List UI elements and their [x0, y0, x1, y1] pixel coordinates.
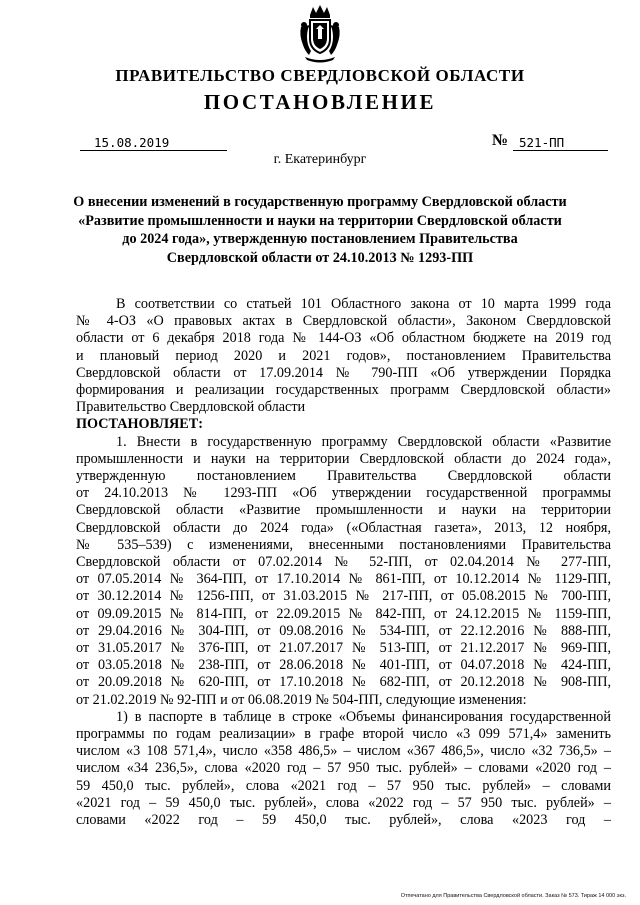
document-number: 521-ПП: [513, 136, 608, 151]
organization-name: ПРАВИТЕЛЬСТВО СВЕРДЛОВСКОЙ ОБЛАСТИ: [115, 66, 525, 85]
body-line: Свердловской области до 2024 года» («Областная газета», 2013, 12 ноября,: [76, 519, 611, 536]
title-line: до 2024 года», утвержденную постановлением Правительства: [122, 231, 518, 247]
body-line: формирования и реализации государственных программ Свердловской области»: [76, 382, 611, 399]
body-line: Правительство Свердловской области: [76, 399, 306, 416]
body-line: 1) в паспорте в таблице в строке «Объемы финансирования государственной: [116, 708, 611, 725]
body-line: словами «2022 год – 59 450,0 тыс. рублей», слова «2023 год –: [76, 812, 611, 829]
body-line: от 30.12.2014 № 1256-ПП, от 31.03.2015 № 217-ПП, от 05.08.2015 № 700-ПП,: [76, 588, 611, 605]
body-line: и плановый период 2020 и 2021 годов», постановлением Правительства: [76, 347, 611, 364]
document-title: [70, 193, 570, 267]
body-line: от 03.05.2018 № 238-ПП, от 28.06.2018 № 401-ПП, от 04.07.2018 № 424-ПП,: [76, 657, 611, 674]
body-line: программы по годам реализации» в графе второй число «3 099 571,4» заменить: [76, 726, 611, 743]
document-body: [76, 296, 611, 829]
title-line: О внесении изменений в государственную программу Свердловской области: [73, 194, 567, 210]
body-line: Свердловской области от 17.09.2014 № 790-ПП «Об утверждении Порядка: [76, 364, 611, 381]
coat-of-arms-icon: [297, 5, 343, 63]
body-line: Свердловской области «Развитие промышленности и науки на территории: [76, 502, 611, 519]
body-line: от 09.09.2015 № 814-ПП, от 22.09.2015 № 842-ПП, от 24.12.2015 № 1159-ПП,: [76, 605, 611, 622]
body-line: от 07.05.2014 № 364-ПП, от 17.10.2014 № 861-ПП, от 10.12.2014 № 1129-ПП,: [76, 571, 611, 588]
body-line: промышленности и науки на территории Свердловской области до 2024 года»,: [76, 450, 611, 467]
body-line: области от 6 декабря 2018 года № 144-ОЗ «Об областном бюджете на 2019 год: [76, 330, 611, 347]
body-line: «2021 год – 59 450,0 тыс. рублей», слова «2022 год – 57 950 тыс. рублей» –: [76, 794, 611, 811]
body-line: № 4-ОЗ «О правовых актах в Свердловской области», Законом Свердловской: [76, 313, 611, 330]
body-line: 1. Внести в государственную программу Свердловской области «Развитие: [116, 433, 611, 450]
city: г. Екатеринбург: [273, 152, 367, 167]
body-line: № 535–539) с изменениями, внесенными постановлениями Правительства: [76, 536, 611, 553]
title-line: «Развитие промышленности и науки на территории Свердловской области: [78, 212, 562, 229]
body-line: 59 450,0 тыс. рублей», слова «2021 год – 57 950 тыс. рублей» – словами: [76, 777, 611, 794]
document-type: ПОСТАНОВЛЕНИЕ: [203, 90, 437, 114]
body-line: В соответствии со статьей 101 Областного закона от 10 марта 1999 года: [116, 296, 611, 312]
number-label: №: [492, 132, 509, 149]
body-line: от 21.02.2019 № 92-ПП и от 06.08.2019 № 504-ПП, следующие изменения:: [76, 691, 527, 708]
body-line: от 24.10.2013 № 1293-ПП «Об утверждении государственной программы: [76, 485, 611, 502]
body-line: числом «3 108 571,4», число «358 486,5» – числом «367 486,5», число «32 736,5» –: [76, 743, 611, 760]
decree-word: ПОСТАНОВЛЯЕТ:: [76, 416, 203, 433]
title-line: Свердловской области от 24.10.2013 № 1293-ПП: [166, 249, 474, 266]
document-date: 15.08.2019: [80, 136, 227, 151]
body-line: от 31.05.2017 № 376-ПП, от 21.07.2017 № 513-ПП, от 21.12.2017 № 969-ПП,: [76, 640, 611, 657]
body-line: Свердловской области от 07.02.2014 № 52-ПП, от 02.04.2014 № 277-ПП,: [76, 554, 611, 571]
body-line: от 29.04.2016 № 304-ПП, от 09.08.2016 № 534-ПП, от 22.12.2016 № 888-ПП,: [76, 622, 611, 639]
body-line: числом «34 236,5», слова «2020 год – 57 950 тыс. рублей» – словами «2020 год –: [76, 760, 611, 777]
body-line: от 20.09.2018 № 620-ПП, от 17.10.2018 № 682-ПП, от 20.12.2018 № 908-ПП,: [76, 674, 611, 691]
print-note: Отпечатано для Правительства Свердловской области. Заказ № 573. Тираж 14 000 экз.: [400, 893, 626, 899]
body-line: утвержденную постановлением Правительства Свердловской области: [76, 468, 611, 485]
